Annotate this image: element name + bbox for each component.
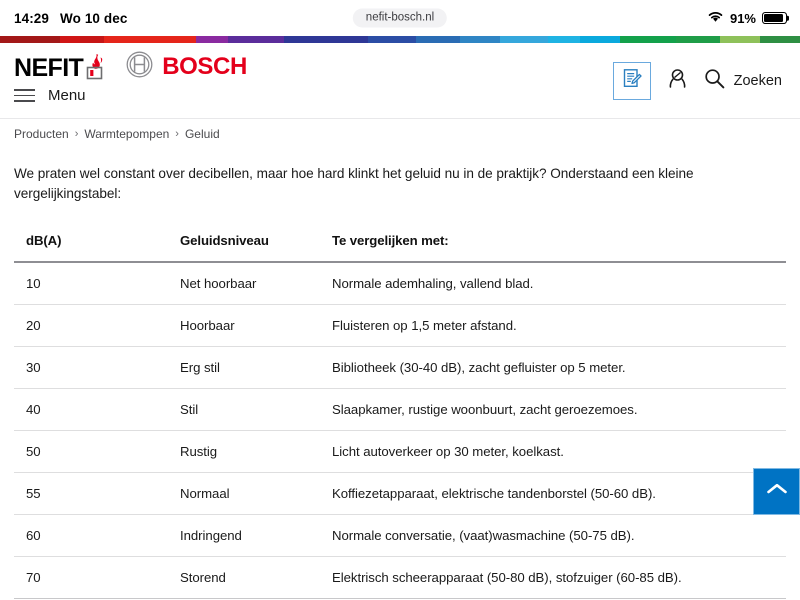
url-pill[interactable]: nefit-bosch.nl (353, 9, 447, 28)
document-edit-icon (622, 68, 642, 94)
cell-compare: Koffiezetapparaat, elektrische tandenborstel (50-60 dB). (332, 473, 786, 515)
status-bar-right (707, 10, 787, 26)
table-row (14, 431, 786, 473)
column-header-level: Geluidsniveau (180, 233, 332, 262)
chevron-up-icon (766, 482, 788, 501)
breadcrumb (0, 119, 800, 150)
cell-compare: Slaapkamer, rustige woonbuurt, zacht geroezemoes. (332, 389, 786, 431)
cell-compare: Bibliotheek (30-40 dB), zacht gefluister op 5 meter. (332, 347, 786, 389)
table-row (14, 473, 786, 515)
column-header-db: dB(A) (14, 233, 180, 262)
menu-label: Menu (48, 87, 86, 104)
breadcrumb-item-geluid: Geluid (184, 127, 220, 141)
nefit-wordmark: NEFIT (14, 53, 84, 82)
cell-db: 60 (14, 515, 180, 557)
cell-compare: Elektrisch scheerapparaat (50-80 dB), stofzuiger (60-85 dB). (332, 557, 786, 599)
account-icon (667, 68, 688, 94)
cell-level: Hoorbaar (180, 305, 332, 347)
menu-button[interactable] (14, 87, 86, 104)
search-label: Zoeken (733, 72, 782, 89)
table-row (14, 557, 786, 599)
breadcrumb-separator: › (175, 128, 179, 140)
cell-compare: Fluisteren op 1,5 meter afstand. (332, 305, 786, 347)
cell-db: 55 (14, 473, 180, 515)
table-row (14, 389, 786, 431)
breadcrumb-item-warmtepompen[interactable]: Warmtepompen (84, 127, 170, 141)
sound-comparison-table (14, 233, 786, 599)
logo-row (14, 51, 247, 83)
nefit-logo[interactable] (14, 54, 106, 81)
flame-icon (85, 54, 106, 81)
cell-db: 10 (14, 262, 180, 305)
cell-db: 40 (14, 389, 180, 431)
status-date: Wo 10 dec (60, 10, 128, 26)
table-row (14, 305, 786, 347)
search-icon (704, 68, 725, 94)
cell-db: 20 (14, 305, 180, 347)
cell-db: 50 (14, 431, 180, 473)
cell-db: 30 (14, 347, 180, 389)
cell-compare: Normale ademhaling, vallend blad. (332, 262, 786, 305)
bosch-logo[interactable] (126, 51, 247, 83)
scroll-to-top-button[interactable] (753, 468, 800, 515)
quote-request-button[interactable] (613, 62, 651, 100)
intro-paragraph: We praten wel constant over decibellen, maar hoe hard klinkt het geluid nu in de praktijk? Onderstaand een kleine vergelijkingstabel: (14, 166, 694, 201)
main-content (0, 150, 800, 599)
account-button[interactable] (667, 68, 688, 94)
cell-level: Indringend (180, 515, 332, 557)
breadcrumb-separator: › (74, 128, 79, 140)
battery-icon (762, 12, 787, 24)
status-time: 14:29 (14, 10, 50, 26)
table-row (14, 262, 786, 305)
search-button[interactable] (704, 68, 782, 94)
status-bar-left (0, 11, 127, 26)
cell-level: Erg stil (180, 347, 332, 389)
cell-level: Net hoorbaar (180, 262, 332, 305)
table-row (14, 515, 786, 557)
cell-level: Rustig (180, 431, 332, 473)
table-body (14, 262, 786, 599)
cell-compare: Licht autoverkeer op 30 meter, koelkast. (332, 431, 786, 473)
table-header-row (14, 233, 786, 262)
bosch-anchor-icon (126, 51, 153, 83)
bosch-supergraphic-stripe (0, 36, 800, 43)
battery-percent: 91% (729, 10, 756, 26)
cell-db: 70 (14, 557, 180, 599)
cell-level: Normaal (180, 473, 332, 515)
table-row (14, 347, 786, 389)
cell-level: Stil (180, 389, 332, 431)
breadcrumb-item-producten[interactable]: Producten (14, 127, 69, 141)
header-actions (613, 62, 782, 100)
cell-level: Storend (180, 557, 332, 599)
bosch-wordmark: BOSCH (162, 53, 247, 80)
ios-status-bar (0, 0, 800, 36)
site-header (0, 43, 800, 119)
hamburger-icon (14, 89, 35, 102)
wifi-icon (707, 10, 724, 26)
cell-compare: Normale conversatie, (vaat)wasmachine (50-75 dB). (332, 515, 786, 557)
column-header-compare: Te vergelijken met: (332, 233, 786, 262)
table-head (14, 233, 786, 262)
